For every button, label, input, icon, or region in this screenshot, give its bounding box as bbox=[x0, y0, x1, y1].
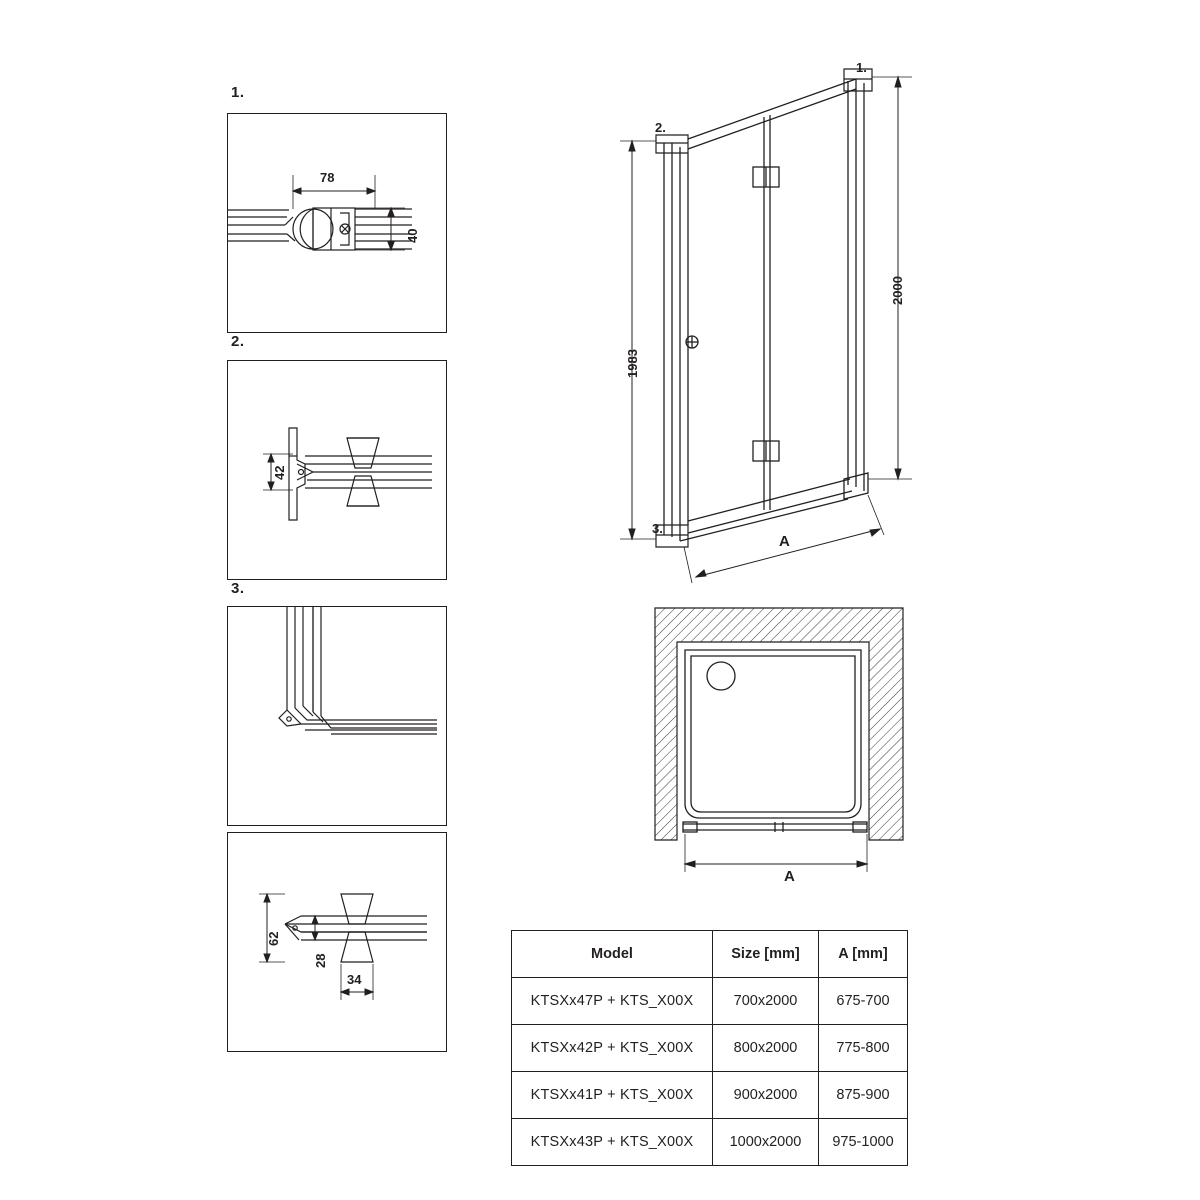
cell-size: 900x2000 bbox=[713, 1072, 819, 1119]
cell-size: 1000x2000 bbox=[713, 1119, 819, 1166]
cell-size: 700x2000 bbox=[713, 978, 819, 1025]
elevation-marker-1: 1. bbox=[856, 60, 867, 75]
elevation-marker-2: 2. bbox=[655, 120, 666, 135]
header-a: A [mm] bbox=[819, 931, 908, 978]
elevation-dim-a: A bbox=[779, 533, 790, 550]
cell-a: 775-800 bbox=[819, 1025, 908, 1072]
cell-a: 875-900 bbox=[819, 1072, 908, 1119]
elevation-drawing bbox=[600, 55, 930, 600]
cell-a: 975-1000 bbox=[819, 1119, 908, 1166]
cell-model: KTSXx42P + KTS_X00X bbox=[512, 1025, 713, 1072]
callout-2-dim-42: 42 bbox=[272, 465, 287, 480]
table-row bbox=[512, 1119, 908, 1166]
specification-table bbox=[511, 930, 908, 1166]
elevation-marker-3: 3. bbox=[652, 521, 663, 536]
header-size: Size [mm] bbox=[713, 931, 819, 978]
table-row bbox=[512, 978, 908, 1025]
callout-2-label: 2. bbox=[231, 333, 245, 350]
callout-4-drawing bbox=[227, 832, 445, 1050]
callout-4-dim-34: 34 bbox=[347, 972, 362, 987]
cell-model: KTSXx41P + KTS_X00X bbox=[512, 1072, 713, 1119]
table-row bbox=[512, 1025, 908, 1072]
elevation-dim-1983: 1983 bbox=[625, 349, 640, 378]
callout-3-label: 3. bbox=[231, 580, 245, 597]
plan-drawing bbox=[655, 608, 930, 898]
table-row bbox=[512, 1072, 908, 1119]
cell-model: KTSXx43P + KTS_X00X bbox=[512, 1119, 713, 1166]
callout-4-dim-62: 62 bbox=[266, 931, 281, 946]
callout-4-dim-28: 28 bbox=[313, 953, 328, 968]
header-model: Model bbox=[512, 931, 713, 978]
callout-2-drawing bbox=[227, 360, 445, 578]
cell-model: KTSXx47P + KTS_X00X bbox=[512, 978, 713, 1025]
table-header-row bbox=[512, 931, 908, 978]
callout-1-drawing bbox=[227, 113, 445, 331]
elevation-dim-2000: 2000 bbox=[890, 276, 905, 305]
cell-size: 800x2000 bbox=[713, 1025, 819, 1072]
callout-1-label: 1. bbox=[231, 84, 245, 101]
callout-1-dim-78: 78 bbox=[320, 170, 335, 185]
cell-a: 675-700 bbox=[819, 978, 908, 1025]
plan-dim-a: A bbox=[784, 868, 795, 885]
callout-1-dim-40: 40 bbox=[405, 228, 420, 243]
callout-3-drawing bbox=[227, 606, 445, 824]
